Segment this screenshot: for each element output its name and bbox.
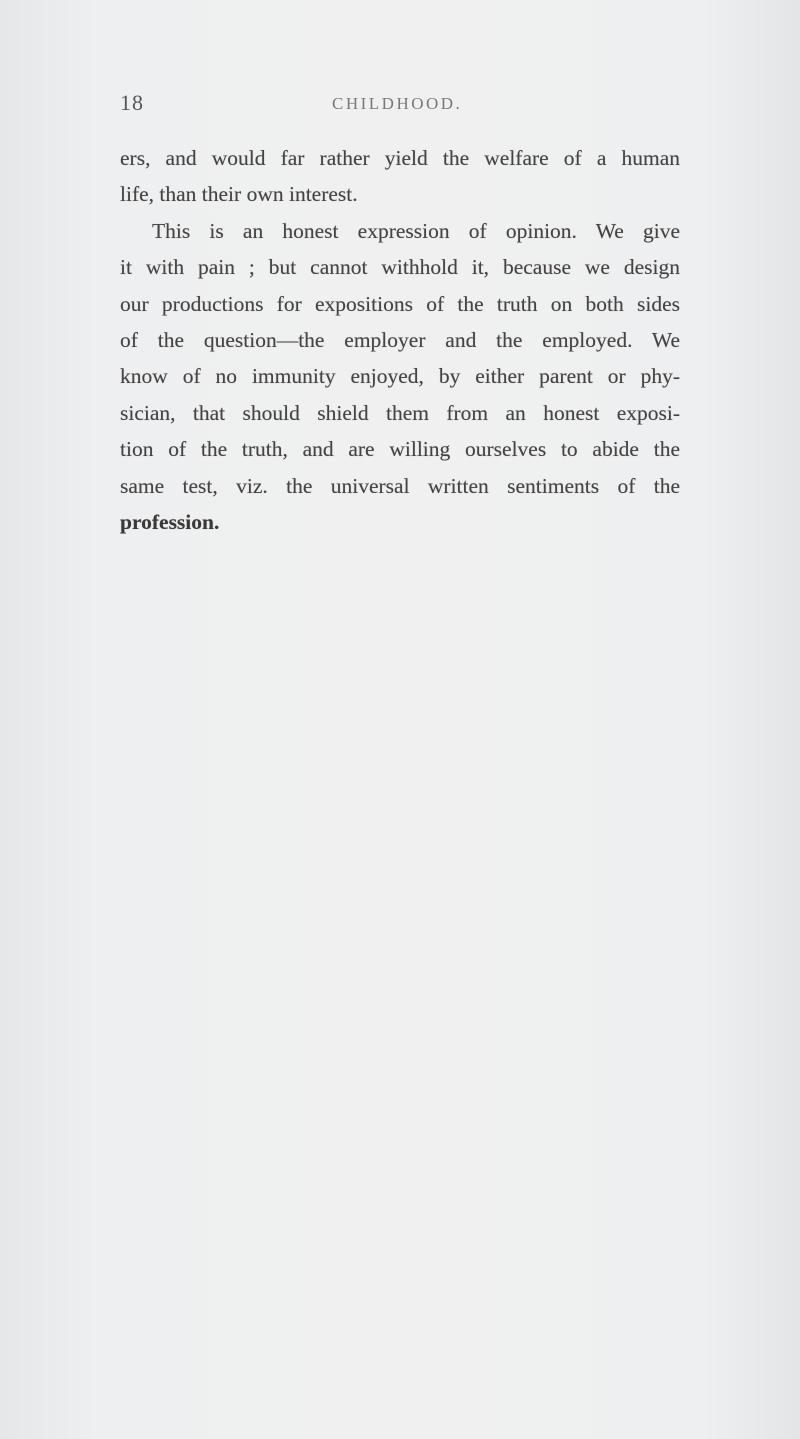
text-line: tion of the truth, and are willing ourselves to abide the <box>120 437 680 462</box>
paragraph-first-line: This is an honest expression of opinion. We give <box>152 218 680 243</box>
body-text <box>120 140 680 540</box>
text-line: same test, viz. the universal written sentiments of the <box>120 473 680 498</box>
text-line: know of no immunity enjoyed, by either parent or phy- <box>120 364 680 389</box>
page-number: 18 <box>120 90 144 115</box>
text-line: it with pain ; but cannot withhold it, because we design <box>120 255 680 280</box>
text-line: sician, that should shield them from an honest exposi- <box>120 400 680 425</box>
text-line: profession. <box>120 509 220 534</box>
text-line: life, than their own interest. <box>120 182 358 207</box>
text-line: of the question—the employer and the employed. We <box>120 327 680 352</box>
page-header <box>0 88 800 118</box>
running-head: CHILDHOOD. <box>332 94 463 113</box>
text-line: ers, and would far rather yield the welfare of a human <box>120 146 680 170</box>
text-line: our productions for expositions of the truth on both sides <box>120 291 680 316</box>
